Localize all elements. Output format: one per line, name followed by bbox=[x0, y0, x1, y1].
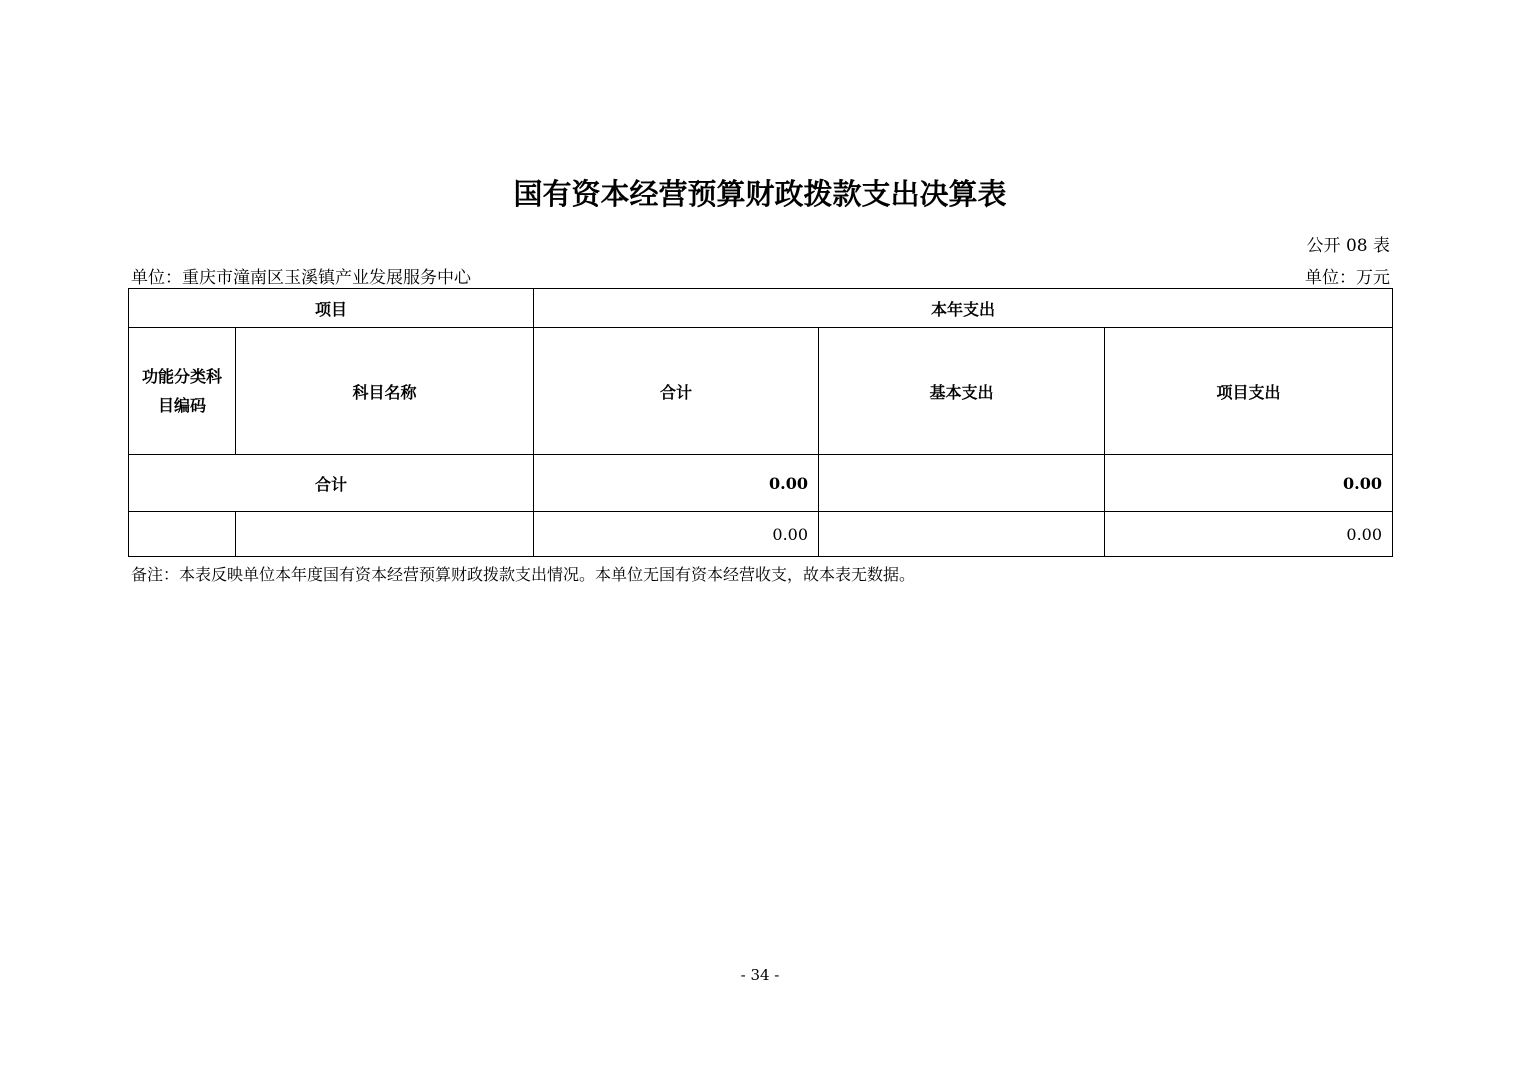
header-row-2 bbox=[129, 328, 1393, 455]
page-number: - 34 - bbox=[740, 966, 780, 984]
header-project-expenditure: 项目支出 bbox=[1105, 328, 1393, 455]
total-row-label: 合计 bbox=[129, 455, 534, 512]
header-project: 项目 bbox=[129, 289, 534, 328]
total-row-project: 0.00 bbox=[1105, 455, 1393, 512]
header-total: 合计 bbox=[534, 328, 819, 455]
header-row-1 bbox=[129, 289, 1393, 328]
table-row bbox=[129, 512, 1393, 557]
header-basic: 基本支出 bbox=[819, 328, 1105, 455]
expenditure-table bbox=[128, 288, 1393, 557]
footnote: 备注：本表反映单位本年度国有资本经营预算财政拨款支出情况。本单位无国有资本经营收支，故本表无数据。 bbox=[131, 565, 916, 584]
page-title: 国有资本经营预算财政拨款支出决算表 bbox=[513, 177, 1007, 211]
row-code bbox=[129, 512, 236, 557]
total-row-basic bbox=[819, 455, 1105, 512]
header-code-line2: 目编码 bbox=[157, 396, 206, 415]
unit-currency: 单位：万元 bbox=[1305, 268, 1390, 288]
form-number: 公开 08 表 bbox=[1306, 236, 1390, 256]
header-code bbox=[129, 328, 236, 455]
header-current-year: 本年支出 bbox=[534, 289, 1393, 328]
total-row-total: 0.00 bbox=[534, 455, 819, 512]
total-row bbox=[129, 455, 1393, 512]
header-subject-name: 科目名称 bbox=[236, 328, 534, 455]
unit-organization: 单位：重庆市潼南区玉溪镇产业发展服务中心 bbox=[131, 268, 471, 288]
header-code-line1: 功能分类科 bbox=[141, 367, 222, 386]
row-basic bbox=[819, 512, 1105, 557]
row-total: 0.00 bbox=[534, 512, 819, 557]
row-name bbox=[236, 512, 534, 557]
row-project: 0.00 bbox=[1105, 512, 1393, 557]
